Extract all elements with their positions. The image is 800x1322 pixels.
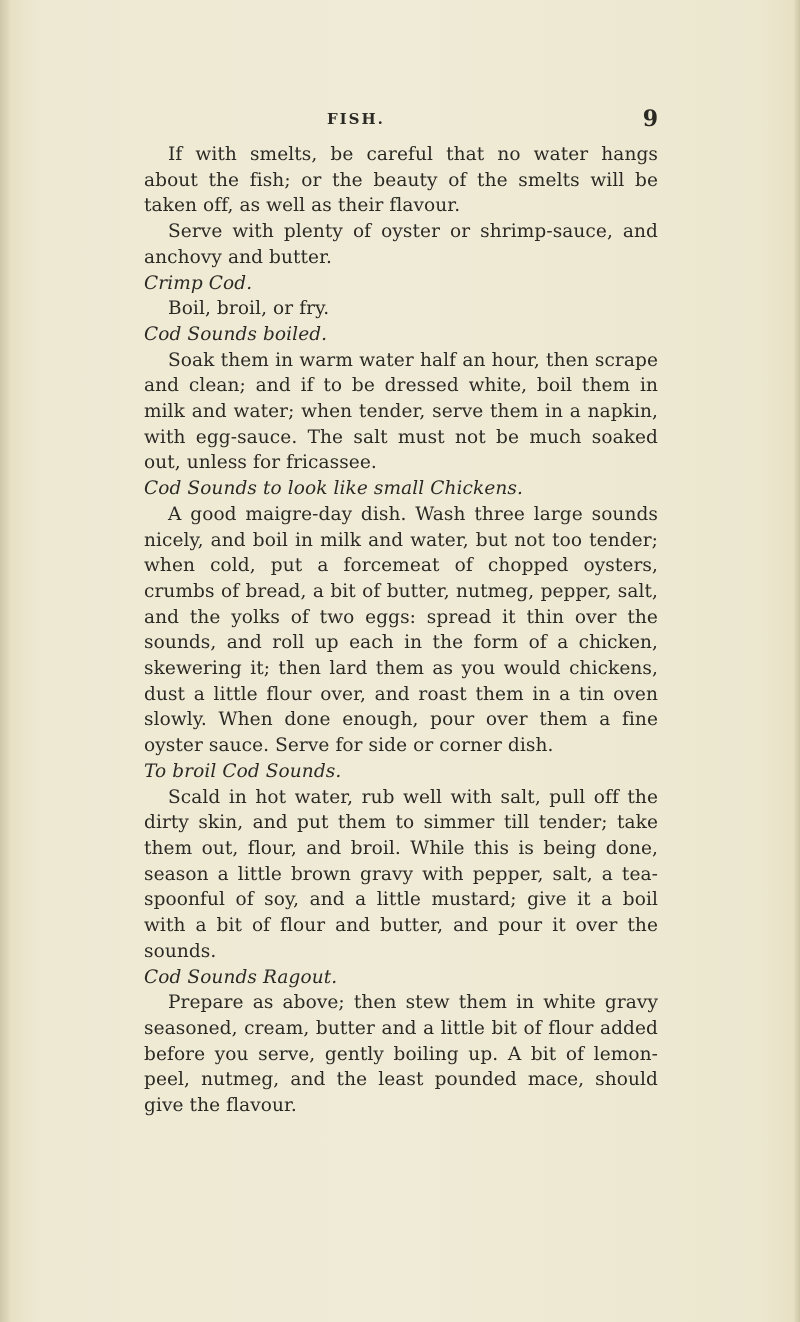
- recipe-text-cod-sounds-ragout: Prepare as above; then stew them in white gravy seasoned, cream, butter and a little bit of flour added before you serve, gently boiling up. A bit of lemon-peel, nutmeg, and the least pounded mace, should give the flavour.: [144, 992, 658, 1117]
- recipe-title-broil-cod-sounds: To broil Cod Sounds.: [144, 760, 342, 782]
- recipe-title-crimp-cod: Crimp Cod.: [144, 272, 253, 294]
- page-body: [144, 142, 658, 1119]
- running-head: FISH.: [327, 110, 385, 128]
- recipe-text-cod-sounds-boiled: Soak them in warm water half an hour, then scrape and clean; and if to be dressed white, boil them in milk and water; when tender, serve them in a napkin, with egg-sauce. The salt must not be much soaked out, unless for fricassee.: [144, 349, 658, 474]
- paragraph-smelts: If with smelts, be careful that no water hangs about the fish; or the beauty of the smelts will be taken off, as well as their flavour.: [144, 144, 658, 217]
- paragraph-serve-with: Serve with plenty of oyster or shrimp-sauce, and anchovy and butter.: [144, 221, 658, 268]
- recipe-text-cod-sounds-chickens: A good maigre-day dish. Wash three large sounds nicely, and boil in milk and water, but not too tender; when cold, put a forcemeat of chopped oysters, crumbs of bread, a bit of butter, nutmeg, pepper, salt, and the yolks of two eggs: spread it thin over the sounds, and roll up each in the form of a chicken, skewering it; then lard them as you would chickens, dust a little flour over, and roast them in a tin oven slowly. When done enough, pour over them a fine oyster sauce. Serve for side or corner dish.: [144, 503, 658, 757]
- page-header: [144, 108, 658, 136]
- recipe-text-crimp-cod: Boil, broil, or fry.: [168, 298, 330, 320]
- page-edge-right: [794, 0, 800, 1322]
- recipe-title-cod-sounds-ragout: Cod Sounds Ragout.: [144, 966, 338, 988]
- recipe-title-cod-sounds-boiled: Cod Sounds boiled.: [144, 323, 328, 345]
- recipe-title-cod-sounds-chickens: Cod Sounds to look like small Chickens.: [144, 478, 523, 500]
- page-number: 9: [642, 106, 658, 132]
- recipe-text-broil-cod-sounds: Scald in hot water, rub well with salt, pull off the dirty skin, and put them to simmer till tender; take them out, flour, and broil. While this is being done, season a little brown gravy with pepper, salt, a tea-spoonful of soy, and a little mustard; give it a boil with a bit of flour and butter, and pour it over the sounds.: [144, 786, 658, 962]
- page-gutter-left: [0, 0, 10, 1322]
